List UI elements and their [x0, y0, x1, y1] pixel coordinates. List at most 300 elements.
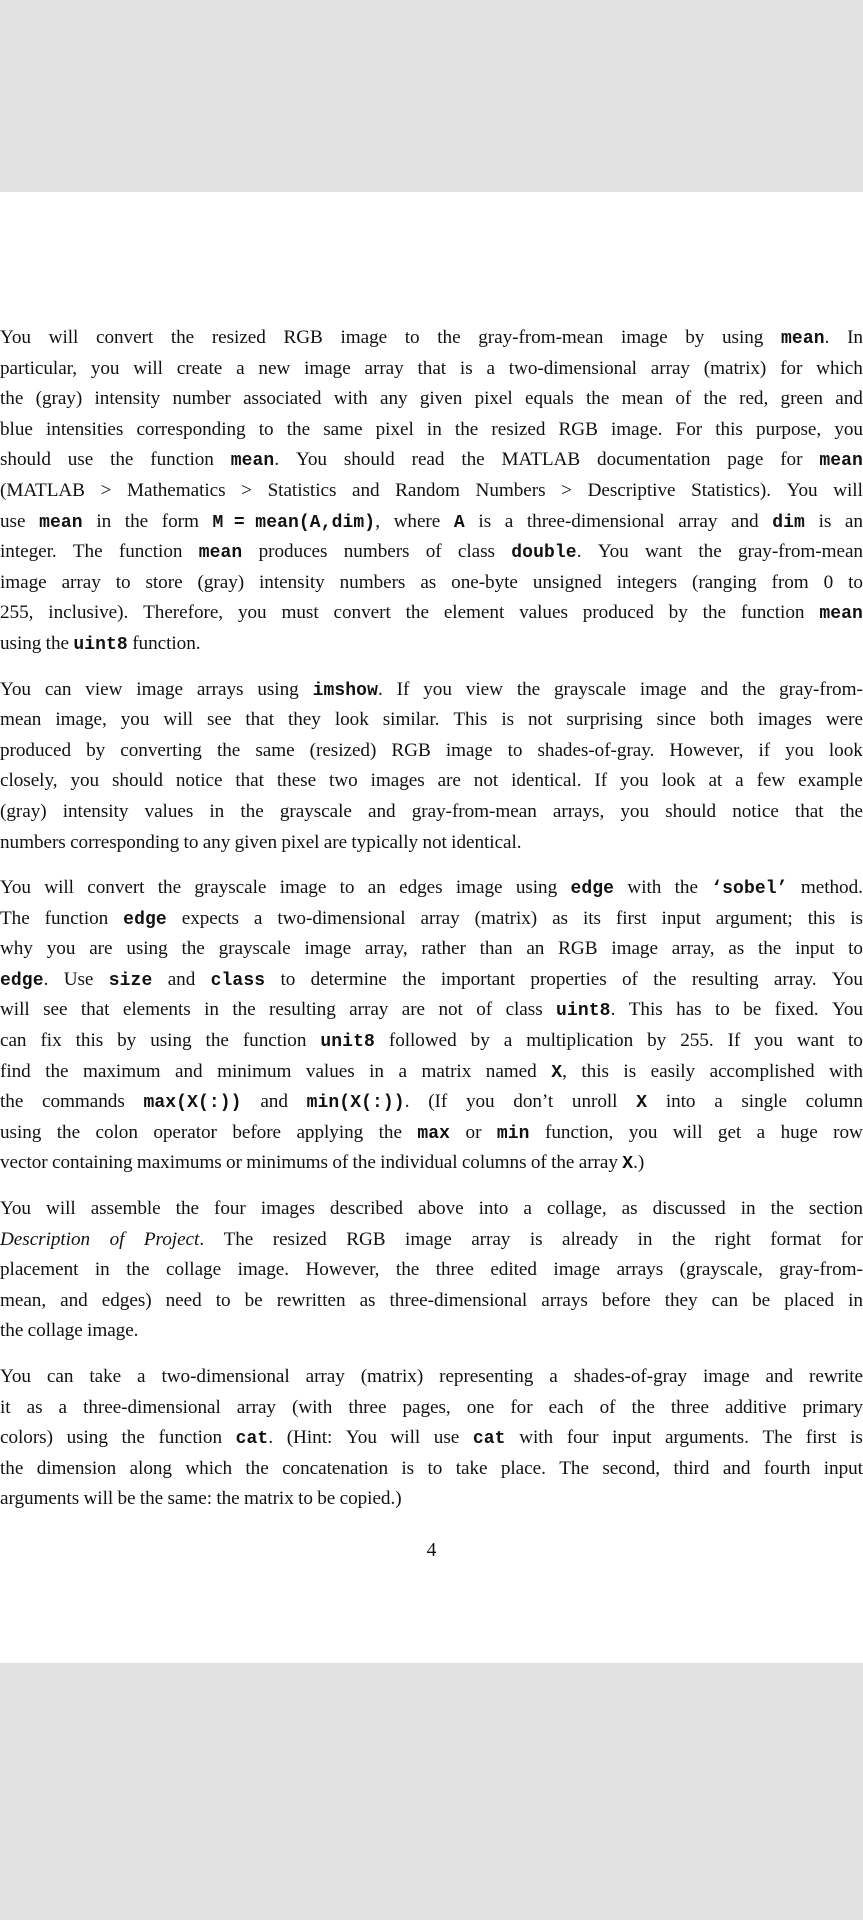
- text-run: that: [245, 709, 274, 731]
- word: [360, 1286, 376, 1317]
- text-run: the: [216, 739, 241, 761]
- word: [583, 904, 601, 935]
- text-run: not: [438, 999, 463, 1021]
- word: [436, 1255, 474, 1286]
- text-line: [0, 537, 863, 568]
- word: [666, 1087, 696, 1118]
- word: [396, 1255, 419, 1286]
- text-run: you: [785, 739, 814, 761]
- text-run: convert: [87, 877, 145, 899]
- word: [0, 1194, 31, 1225]
- word: [150, 445, 214, 476]
- word: [231, 445, 279, 476]
- code-term: mean: [819, 604, 863, 625]
- word: [549, 1362, 557, 1393]
- word: [217, 736, 240, 767]
- word: [214, 1194, 246, 1225]
- text-run: .: [199, 1228, 205, 1250]
- paragraph: [0, 1194, 863, 1347]
- code-term: imshow: [312, 680, 378, 701]
- text-run: the: [631, 1396, 655, 1418]
- word: [307, 1087, 410, 1118]
- text-run: function: [158, 1427, 222, 1449]
- word: [171, 323, 194, 354]
- word: [834, 415, 863, 446]
- text-run: However,: [305, 1259, 380, 1281]
- word: [136, 675, 183, 706]
- text-run: This: [628, 999, 663, 1021]
- text-run: take: [455, 1457, 488, 1479]
- text-run: argument;: [715, 907, 793, 929]
- word: [848, 568, 863, 599]
- text-run: grayscale: [194, 877, 267, 899]
- word: [616, 904, 647, 935]
- text-run: given: [419, 388, 463, 410]
- word: [126, 934, 167, 965]
- text-line: [0, 1225, 863, 1256]
- word: [703, 598, 726, 629]
- word: [45, 675, 71, 706]
- word: [526, 934, 544, 965]
- word: [401, 1454, 414, 1485]
- word: [176, 766, 223, 797]
- word: [826, 705, 863, 736]
- text-line: [0, 1362, 863, 1393]
- word: [130, 1454, 172, 1485]
- word: [781, 1118, 818, 1149]
- text-run: matrix: [421, 1060, 472, 1082]
- text-run: in: [209, 800, 225, 822]
- text-run: by: [86, 739, 106, 761]
- text-run: edges: [399, 877, 443, 899]
- word: [280, 965, 295, 996]
- word: [0, 1393, 11, 1424]
- text-run: Statistics).: [691, 479, 771, 501]
- text-run: will: [390, 1427, 421, 1449]
- text-run: is: [850, 907, 863, 929]
- text-run: image: [279, 877, 327, 899]
- text-run: resulting: [269, 999, 336, 1021]
- word: [417, 1118, 450, 1149]
- word: [368, 873, 386, 904]
- text-run: new: [258, 357, 291, 379]
- text-run: mean: [621, 388, 663, 410]
- word: [795, 797, 824, 828]
- text-run: arrays: [616, 1259, 664, 1281]
- word: [109, 965, 153, 996]
- text-run: and: [722, 1457, 751, 1479]
- word: [323, 415, 362, 446]
- text-run: (matrix): [703, 357, 767, 379]
- word: [722, 323, 763, 354]
- text-run: dimension: [36, 1457, 117, 1479]
- text-run: the: [126, 1259, 150, 1281]
- text-run: this: [581, 1060, 609, 1082]
- word: [46, 415, 123, 446]
- word: [101, 476, 112, 507]
- text-run: described: [329, 1198, 403, 1220]
- word: [718, 1118, 741, 1149]
- word: [240, 797, 263, 828]
- text-run: If: [594, 770, 608, 792]
- word: [732, 797, 779, 828]
- word: [617, 568, 677, 599]
- text-run: integer.: [0, 541, 57, 563]
- text-run: If: [396, 678, 410, 700]
- text-run: intensity: [62, 800, 129, 822]
- word: [0, 354, 77, 385]
- text-run: should: [343, 449, 395, 471]
- word: [586, 384, 609, 415]
- word: [0, 1255, 78, 1286]
- text-run: minimum: [217, 1060, 292, 1082]
- word: [833, 476, 863, 507]
- word: [287, 1423, 333, 1454]
- word: [260, 1087, 288, 1118]
- text-run: can: [44, 678, 72, 700]
- text-run: images: [757, 709, 812, 731]
- text-run: input: [823, 1457, 863, 1479]
- word: [0, 1286, 46, 1317]
- text-run: gray-from-mean: [478, 327, 604, 348]
- word: [673, 1454, 709, 1485]
- word: [335, 705, 369, 736]
- word: [640, 675, 687, 706]
- word: [665, 1423, 749, 1454]
- text-run: format: [770, 1228, 822, 1250]
- code-term: X: [551, 1062, 563, 1083]
- word: [437, 323, 460, 354]
- word: [508, 736, 523, 767]
- text-run: same: [255, 739, 295, 761]
- word: [808, 904, 836, 935]
- word: [236, 1423, 273, 1454]
- text-run: a: [253, 907, 263, 929]
- text-run: (ranging: [691, 571, 757, 593]
- text-line: [0, 445, 863, 476]
- text-run: array: [364, 357, 404, 379]
- text-run: RGB: [391, 739, 431, 761]
- word: [739, 384, 768, 415]
- text-run: and: [835, 388, 863, 410]
- text-run: to: [427, 1457, 443, 1479]
- word: [738, 537, 863, 568]
- text-run: You: [597, 541, 629, 563]
- word: [175, 1057, 203, 1088]
- word: [296, 1118, 363, 1149]
- text-run: the: [124, 510, 149, 532]
- word: [67, 1423, 108, 1454]
- word: [0, 476, 85, 507]
- word: [391, 736, 430, 767]
- word: [816, 354, 863, 385]
- text-run: are: [89, 938, 113, 960]
- text-run: the: [770, 1198, 794, 1220]
- text-run: function: [44, 907, 109, 929]
- text-run: third: [673, 1457, 710, 1479]
- word: [627, 873, 661, 904]
- text-run: by: [685, 327, 705, 348]
- word: [801, 873, 863, 904]
- word: [219, 934, 291, 965]
- word: [556, 995, 615, 1026]
- text-run: multiplication: [526, 1030, 634, 1052]
- text-run: grayscale: [279, 800, 352, 822]
- text-run: (with: [292, 1396, 333, 1418]
- word: [0, 384, 23, 415]
- word: [102, 1286, 152, 1317]
- text-line: [0, 1393, 863, 1424]
- text-run: method.: [800, 877, 863, 899]
- word: [304, 934, 351, 965]
- text-run: the: [157, 877, 182, 899]
- text-run: want: [796, 1030, 834, 1052]
- word: [0, 415, 33, 446]
- word: [383, 705, 440, 736]
- text-run: For: [675, 418, 703, 440]
- word: [671, 1393, 709, 1424]
- text-run: be: [244, 1289, 263, 1311]
- word: [418, 354, 447, 385]
- word: [598, 537, 629, 568]
- text-run: the: [205, 1030, 229, 1052]
- word: [669, 736, 743, 767]
- text-run: using: [150, 1030, 192, 1052]
- text-run: arrays: [541, 1289, 588, 1311]
- text-run: values: [144, 800, 194, 822]
- word: [621, 323, 668, 354]
- word: [676, 995, 701, 1026]
- text-run: form: [161, 510, 199, 532]
- paragraph: [0, 675, 863, 859]
- word: [48, 598, 128, 629]
- text-run: to: [258, 418, 274, 440]
- text-run: array: [349, 999, 389, 1021]
- text-run: purpose,: [755, 418, 822, 440]
- word: [0, 873, 31, 904]
- word: [427, 415, 442, 446]
- text-run: three: [435, 1259, 474, 1281]
- text-line: [0, 354, 863, 385]
- word: [334, 598, 391, 629]
- text-run: are: [401, 999, 426, 1021]
- text-run: an: [367, 877, 386, 899]
- word: [762, 1423, 792, 1454]
- text-run: want: [644, 541, 683, 563]
- word: [232, 995, 255, 1026]
- word: [454, 507, 465, 538]
- word: [566, 705, 642, 736]
- text-run: function: [150, 449, 214, 471]
- text-run: already: [562, 1228, 619, 1250]
- word: [110, 445, 133, 476]
- word: [85, 675, 122, 706]
- text-run: its: [582, 907, 601, 929]
- text-run: using: [515, 877, 558, 899]
- word: [620, 797, 649, 828]
- word: [651, 1057, 695, 1088]
- text-run: view: [465, 678, 503, 700]
- word: [406, 598, 429, 629]
- word: [478, 507, 491, 538]
- word: [541, 1286, 588, 1317]
- word: [206, 1026, 229, 1057]
- word: [657, 705, 696, 736]
- text-run: .: [378, 678, 383, 700]
- text-run: unsigned: [532, 571, 602, 593]
- word: [725, 1393, 786, 1424]
- word: [455, 415, 478, 446]
- text-run: function.: [127, 632, 201, 654]
- word: [349, 995, 388, 1026]
- text-run: the: [240, 800, 264, 822]
- text-run: arguments will be the same: the matrix to be copied.): [0, 1488, 402, 1510]
- text-run: is: [401, 1457, 415, 1479]
- word: [158, 873, 181, 904]
- text-run: array.: [773, 968, 817, 990]
- word: [680, 1026, 713, 1057]
- word: [37, 1454, 117, 1485]
- word: [653, 1194, 726, 1225]
- word: [49, 323, 79, 354]
- word: [421, 904, 460, 935]
- text-run: two: [329, 770, 358, 792]
- word: [420, 568, 436, 599]
- word: [549, 1393, 584, 1424]
- word: [344, 537, 410, 568]
- code-term: cat: [235, 1429, 269, 1450]
- text-run: as: [552, 907, 568, 929]
- word: [412, 797, 537, 828]
- text-run: convert: [95, 327, 154, 348]
- word: [516, 873, 557, 904]
- text-run: you: [834, 418, 863, 440]
- word: [0, 445, 51, 476]
- text-run: produces: [258, 541, 328, 563]
- word: [0, 675, 31, 706]
- text-run: If: [727, 1030, 741, 1052]
- text-run: the: [56, 1121, 81, 1143]
- text-run: gray-from-: [779, 1259, 863, 1281]
- word: [588, 476, 676, 507]
- text-run: grayscale: [218, 938, 291, 960]
- text-run: first: [805, 1427, 837, 1449]
- word: [0, 323, 31, 354]
- text-run: and: [175, 1060, 203, 1082]
- text-run: array,: [364, 938, 408, 960]
- text-line: [0, 1423, 863, 1454]
- text-run: the: [674, 877, 698, 899]
- word: [268, 476, 337, 507]
- word: [559, 415, 598, 446]
- word: [40, 1026, 61, 1057]
- text-line: [0, 323, 863, 354]
- word: [698, 537, 721, 568]
- text-line: [0, 629, 863, 660]
- word: [764, 1454, 811, 1485]
- text-run: they: [287, 709, 321, 731]
- text-run: function: [118, 541, 183, 563]
- text-line: [0, 415, 863, 446]
- text-run: any: [379, 388, 408, 410]
- text-run: unroll: [571, 1091, 618, 1113]
- text-run: a: [503, 1030, 513, 1052]
- text-run: as: [621, 1198, 638, 1220]
- word: [727, 445, 763, 476]
- text-run: can: [46, 1366, 74, 1387]
- text-run: you: [754, 1030, 783, 1052]
- word: [850, 904, 863, 935]
- text-run: both: [709, 709, 744, 731]
- word: [723, 1454, 751, 1485]
- word: [254, 904, 262, 935]
- text-run: image,: [55, 709, 107, 731]
- word: [501, 1454, 546, 1485]
- word: [96, 1118, 138, 1149]
- text-run: one: [466, 1396, 495, 1418]
- text-run: closely,: [0, 770, 58, 792]
- word: [232, 1118, 281, 1149]
- word: [456, 873, 503, 904]
- word: [259, 415, 274, 446]
- text-line: [0, 828, 863, 859]
- word: [0, 1087, 23, 1118]
- text-run: that: [80, 999, 110, 1021]
- text-run: ,: [562, 1060, 567, 1082]
- text-run: fix: [40, 1030, 62, 1052]
- text-run: You: [295, 449, 327, 471]
- word: [340, 568, 406, 599]
- word: [305, 1255, 379, 1286]
- text-run: as: [26, 1396, 43, 1418]
- word: [781, 384, 823, 415]
- word: [519, 598, 568, 629]
- text-run: use: [0, 510, 26, 532]
- word: [217, 1057, 291, 1088]
- text-run: array: [650, 357, 690, 379]
- text-run: should: [0, 449, 51, 471]
- text-run: the: [286, 418, 311, 440]
- word: [848, 1026, 863, 1057]
- text-run: for: [510, 1396, 533, 1418]
- word: [120, 736, 202, 767]
- word: [161, 1362, 289, 1393]
- word: [797, 1026, 834, 1057]
- word: [282, 1454, 388, 1485]
- text-run: and: [368, 800, 396, 822]
- word: [89, 1362, 121, 1393]
- code-term: X: [622, 1154, 634, 1175]
- word: [43, 995, 67, 1026]
- word: [199, 537, 243, 568]
- word: [678, 507, 717, 538]
- word: [572, 1087, 618, 1118]
- word: [44, 873, 74, 904]
- word: [0, 995, 30, 1026]
- word: [471, 1225, 510, 1256]
- word: [714, 1087, 722, 1118]
- word: [258, 354, 290, 385]
- word: [562, 1225, 618, 1256]
- text-run: (Hint:: [286, 1427, 333, 1449]
- text-run: not: [473, 770, 499, 792]
- text-run: to: [280, 968, 296, 990]
- word: [62, 568, 101, 599]
- word: [847, 323, 863, 354]
- word: [471, 1026, 490, 1057]
- word: [198, 568, 245, 599]
- word: [255, 736, 294, 767]
